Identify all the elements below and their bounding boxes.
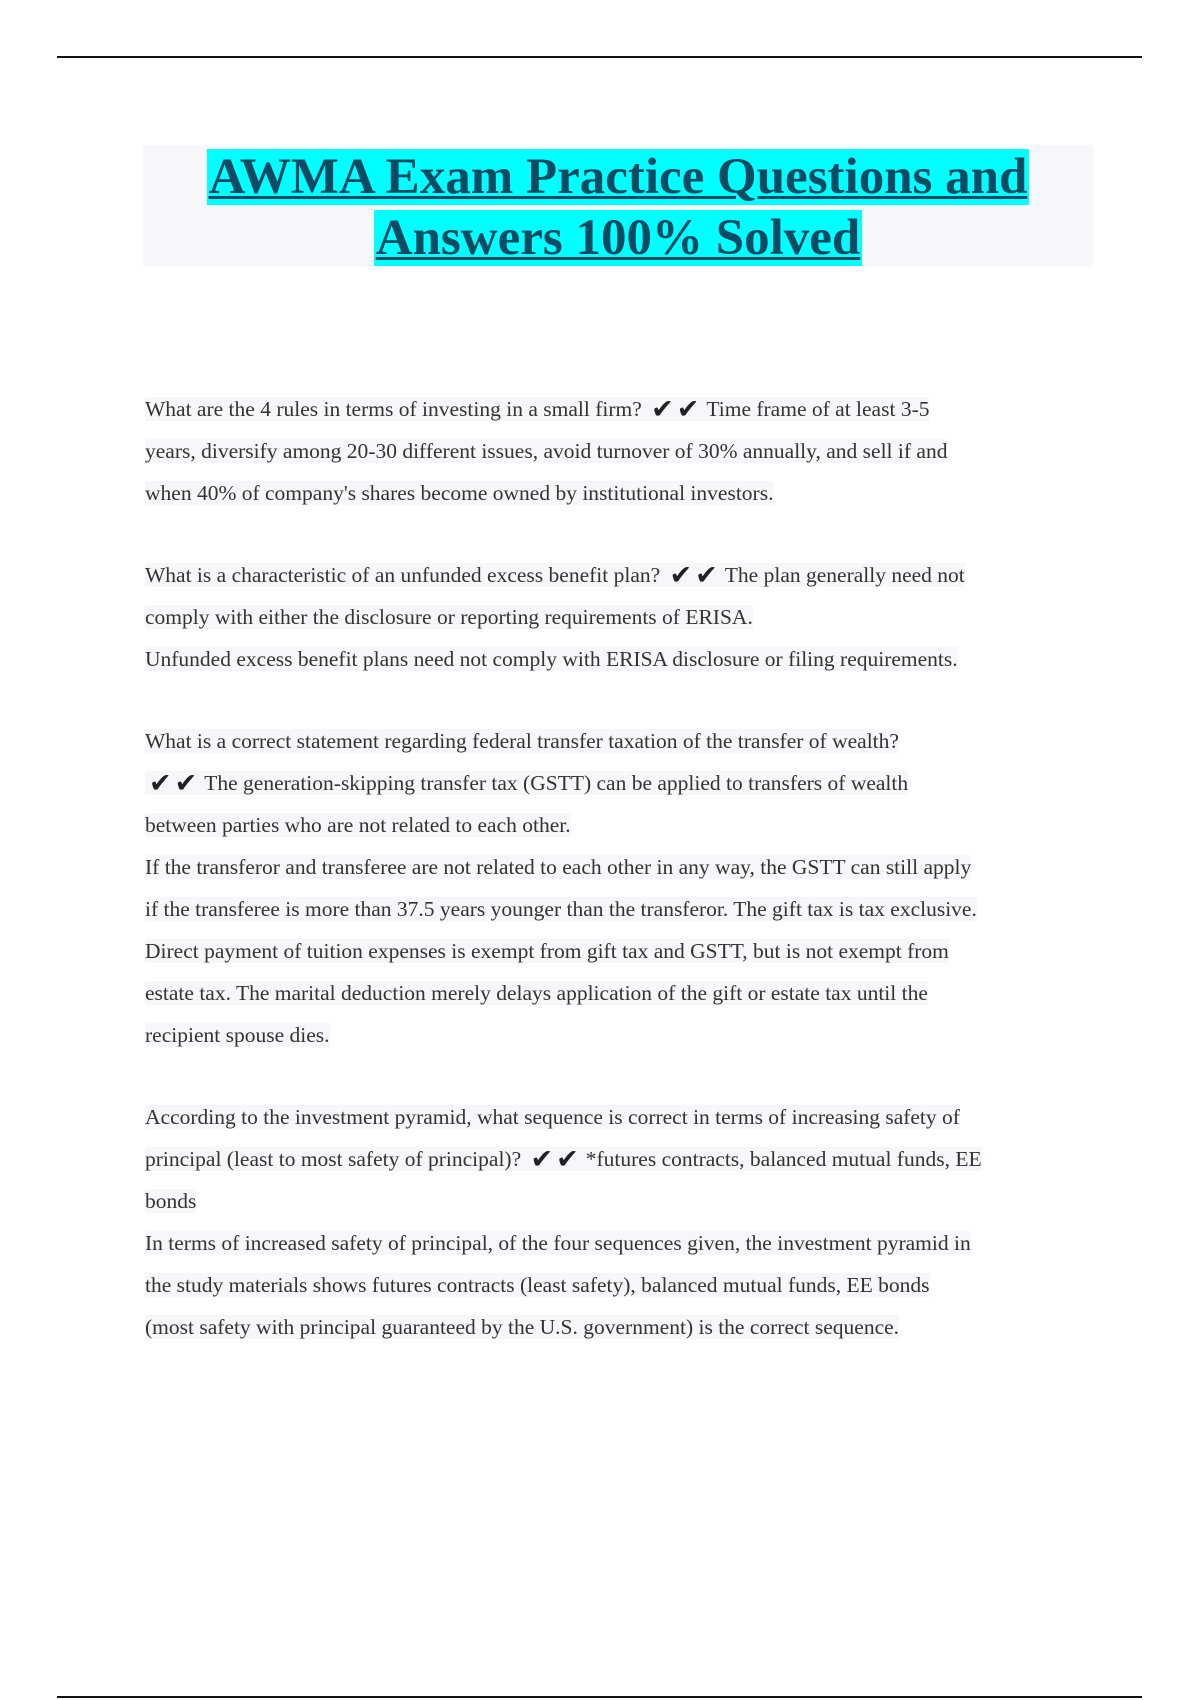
qa-line: [145, 1138, 1095, 1180]
answer-text: bonds: [145, 1189, 197, 1213]
answer-text: years, diversify among 20-30 different issues, avoid turnover of 30% annually, and sell if and: [145, 439, 948, 463]
document-title: [143, 145, 1093, 269]
answer-text: when 40% of company's shares become owned by institutional investors.: [145, 481, 774, 505]
qa-line: [145, 472, 1095, 514]
double-check-icon: ✔✔: [530, 1144, 582, 1174]
qa-line: [145, 596, 1095, 638]
qa-line: [145, 1222, 1095, 1264]
qa-line: [145, 1264, 1095, 1306]
explanation-text: the study materials shows futures contracts (least safety), balanced mutual funds, EE bonds: [145, 1273, 930, 1297]
qa-item-4: [145, 1096, 1095, 1348]
qa-line: [145, 762, 1095, 804]
title-line-1: AWMA Exam Practice Questions and: [208, 149, 1028, 205]
qa-item-1: [145, 388, 1095, 514]
title-block: [143, 145, 1093, 267]
explanation-text: estate tax. The marital deduction merely delays application of the gift or estate tax until the: [145, 981, 928, 1005]
qa-line: [145, 388, 1095, 430]
question-text: principal (least to most safety of principal)?: [145, 1147, 522, 1171]
double-check-icon: ✔✔: [149, 768, 201, 798]
explanation-text: recipient spouse dies.: [145, 1023, 330, 1047]
qa-line: [145, 430, 1095, 472]
qa-line: [145, 1180, 1095, 1222]
qa-line: [145, 638, 1095, 680]
explanation-text: Unfunded excess benefit plans need not comply with ERISA disclosure or filing requirements.: [145, 647, 958, 671]
qa-line: [145, 930, 1095, 972]
explanation-text: (most safety with principal guaranteed by the U.S. government) is the correct sequence.: [145, 1315, 900, 1339]
qa-content: [145, 388, 1095, 1348]
qa-line: [145, 804, 1095, 846]
explanation-text: Direct payment of tuition expenses is exempt from gift tax and GSTT, but is not exempt from: [145, 939, 949, 963]
qa-line: [145, 972, 1095, 1014]
qa-line: [145, 888, 1095, 930]
qa-line: [145, 846, 1095, 888]
qa-line: [145, 1306, 1095, 1348]
qa-line: [145, 554, 1095, 596]
question-text: What is a characteristic of an unfunded excess benefit plan?: [145, 563, 661, 587]
answer-text: comply with either the disclosure or reporting requirements of ERISA.: [145, 605, 753, 629]
header-rule: [57, 56, 1142, 58]
double-check-icon: ✔✔: [651, 394, 703, 424]
question-text: What are the 4 rules in terms of investing in a small firm?: [145, 397, 642, 421]
answer-text: *futures contracts, balanced mutual funds, EE: [585, 1147, 982, 1171]
qa-item-3: [145, 720, 1095, 1056]
explanation-text: If the transferor and transferee are not related to each other in any way, the GSTT can still apply: [145, 855, 972, 879]
answer-text: Time frame of at least 3-5: [706, 397, 930, 421]
qa-line: [145, 720, 1095, 762]
qa-item-2: [145, 554, 1095, 680]
explanation-text: if the transferee is more than 37.5 years younger than the transferor. The gift tax is tax exclusive.: [145, 897, 977, 921]
answer-text: The generation-skipping transfer tax (GSTT) can be applied to transfers of wealth: [204, 771, 909, 795]
qa-line: [145, 1014, 1095, 1056]
double-check-icon: ✔✔: [669, 560, 721, 590]
answer-text: between parties who are not related to each other.: [145, 813, 571, 837]
question-text: According to the investment pyramid, what sequence is correct in terms of increasing safety of: [145, 1105, 960, 1129]
qa-line: [145, 1096, 1095, 1138]
title-line-2: Answers 100% Solved: [375, 210, 861, 266]
question-text: What is a correct statement regarding federal transfer taxation of the transfer of wealth?: [145, 729, 899, 753]
footer-rule: [57, 1696, 1142, 1698]
explanation-text: In terms of increased safety of principal, of the four sequences given, the investment pyramid in: [145, 1231, 971, 1255]
answer-text: The plan generally need not: [724, 563, 965, 587]
